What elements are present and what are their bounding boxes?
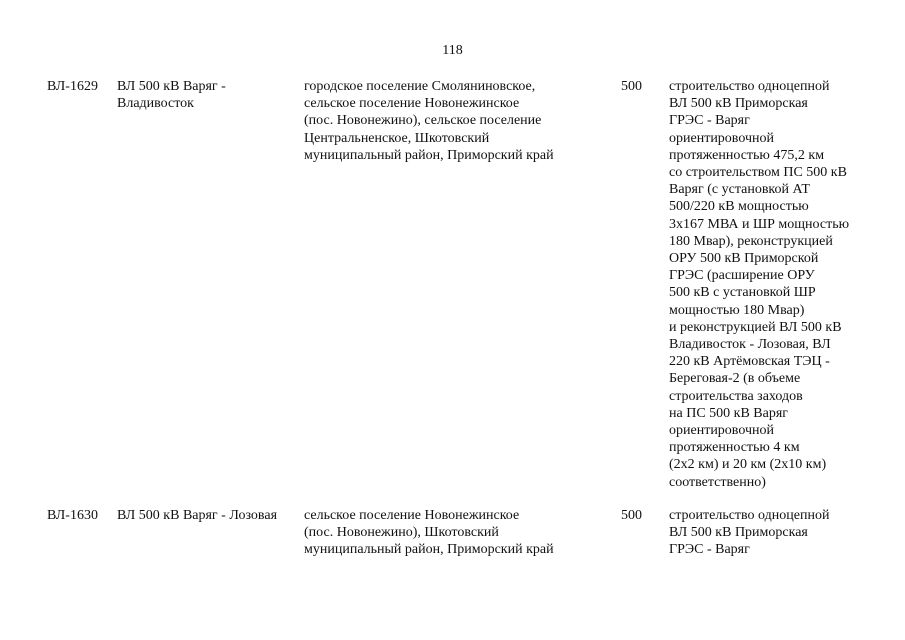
object-description: строительство одноцепной ВЛ 500 кВ Приморская ГРЭС - Варяг — [669, 508, 830, 558]
page-number: 118 — [442, 43, 463, 58]
object-code: ВЛ-1630 — [47, 508, 98, 523]
object-name: ВЛ 500 кВ Варяг - Владивосток — [117, 79, 226, 112]
object-code: ВЛ-1629 — [47, 79, 98, 94]
object-name: ВЛ 500 кВ Варяг - Лозовая — [117, 508, 278, 523]
object-voltage: 500 — [621, 79, 642, 94]
object-voltage: 500 — [621, 508, 642, 523]
object-location: сельское поселение Новонежинское (пос. Новонежино), Шкотовский муниципальный район, Приморский край — [304, 508, 554, 558]
object-description: строительство одноцепной ВЛ 500 кВ Приморская ГРЭС - Варяг ориентировочной протяженностью 475,2 км со строительством ПС 500 кВ Варяг (с установкой АТ 500/220 кВ мощностью 3х167 МВА и ШР мощностью 180 Мвар), реконструкцией ОРУ 500 кВ Приморской ГРЭС (расширение ОРУ 500 кВ с установкой ШР мощностью 180 Мвар) и реконструкцией ВЛ 500 кВ Владивосток - Лозовая, ВЛ 220 кВ Артёмовская ТЭЦ - Береговая-2 (в объеме строительства заходов на ПС 500 кВ Варяг ориентировочной протяженностью 4 км (2х2 км) и 20 км (2х10 км) соответственно) — [669, 79, 850, 490]
object-location: городское поселение Смоляниновское, сельское поселение Новонежинское (пос. Новонежино), сельское поселение Центральненское, Шкотовский муниципальный район, Приморский край — [304, 79, 554, 163]
